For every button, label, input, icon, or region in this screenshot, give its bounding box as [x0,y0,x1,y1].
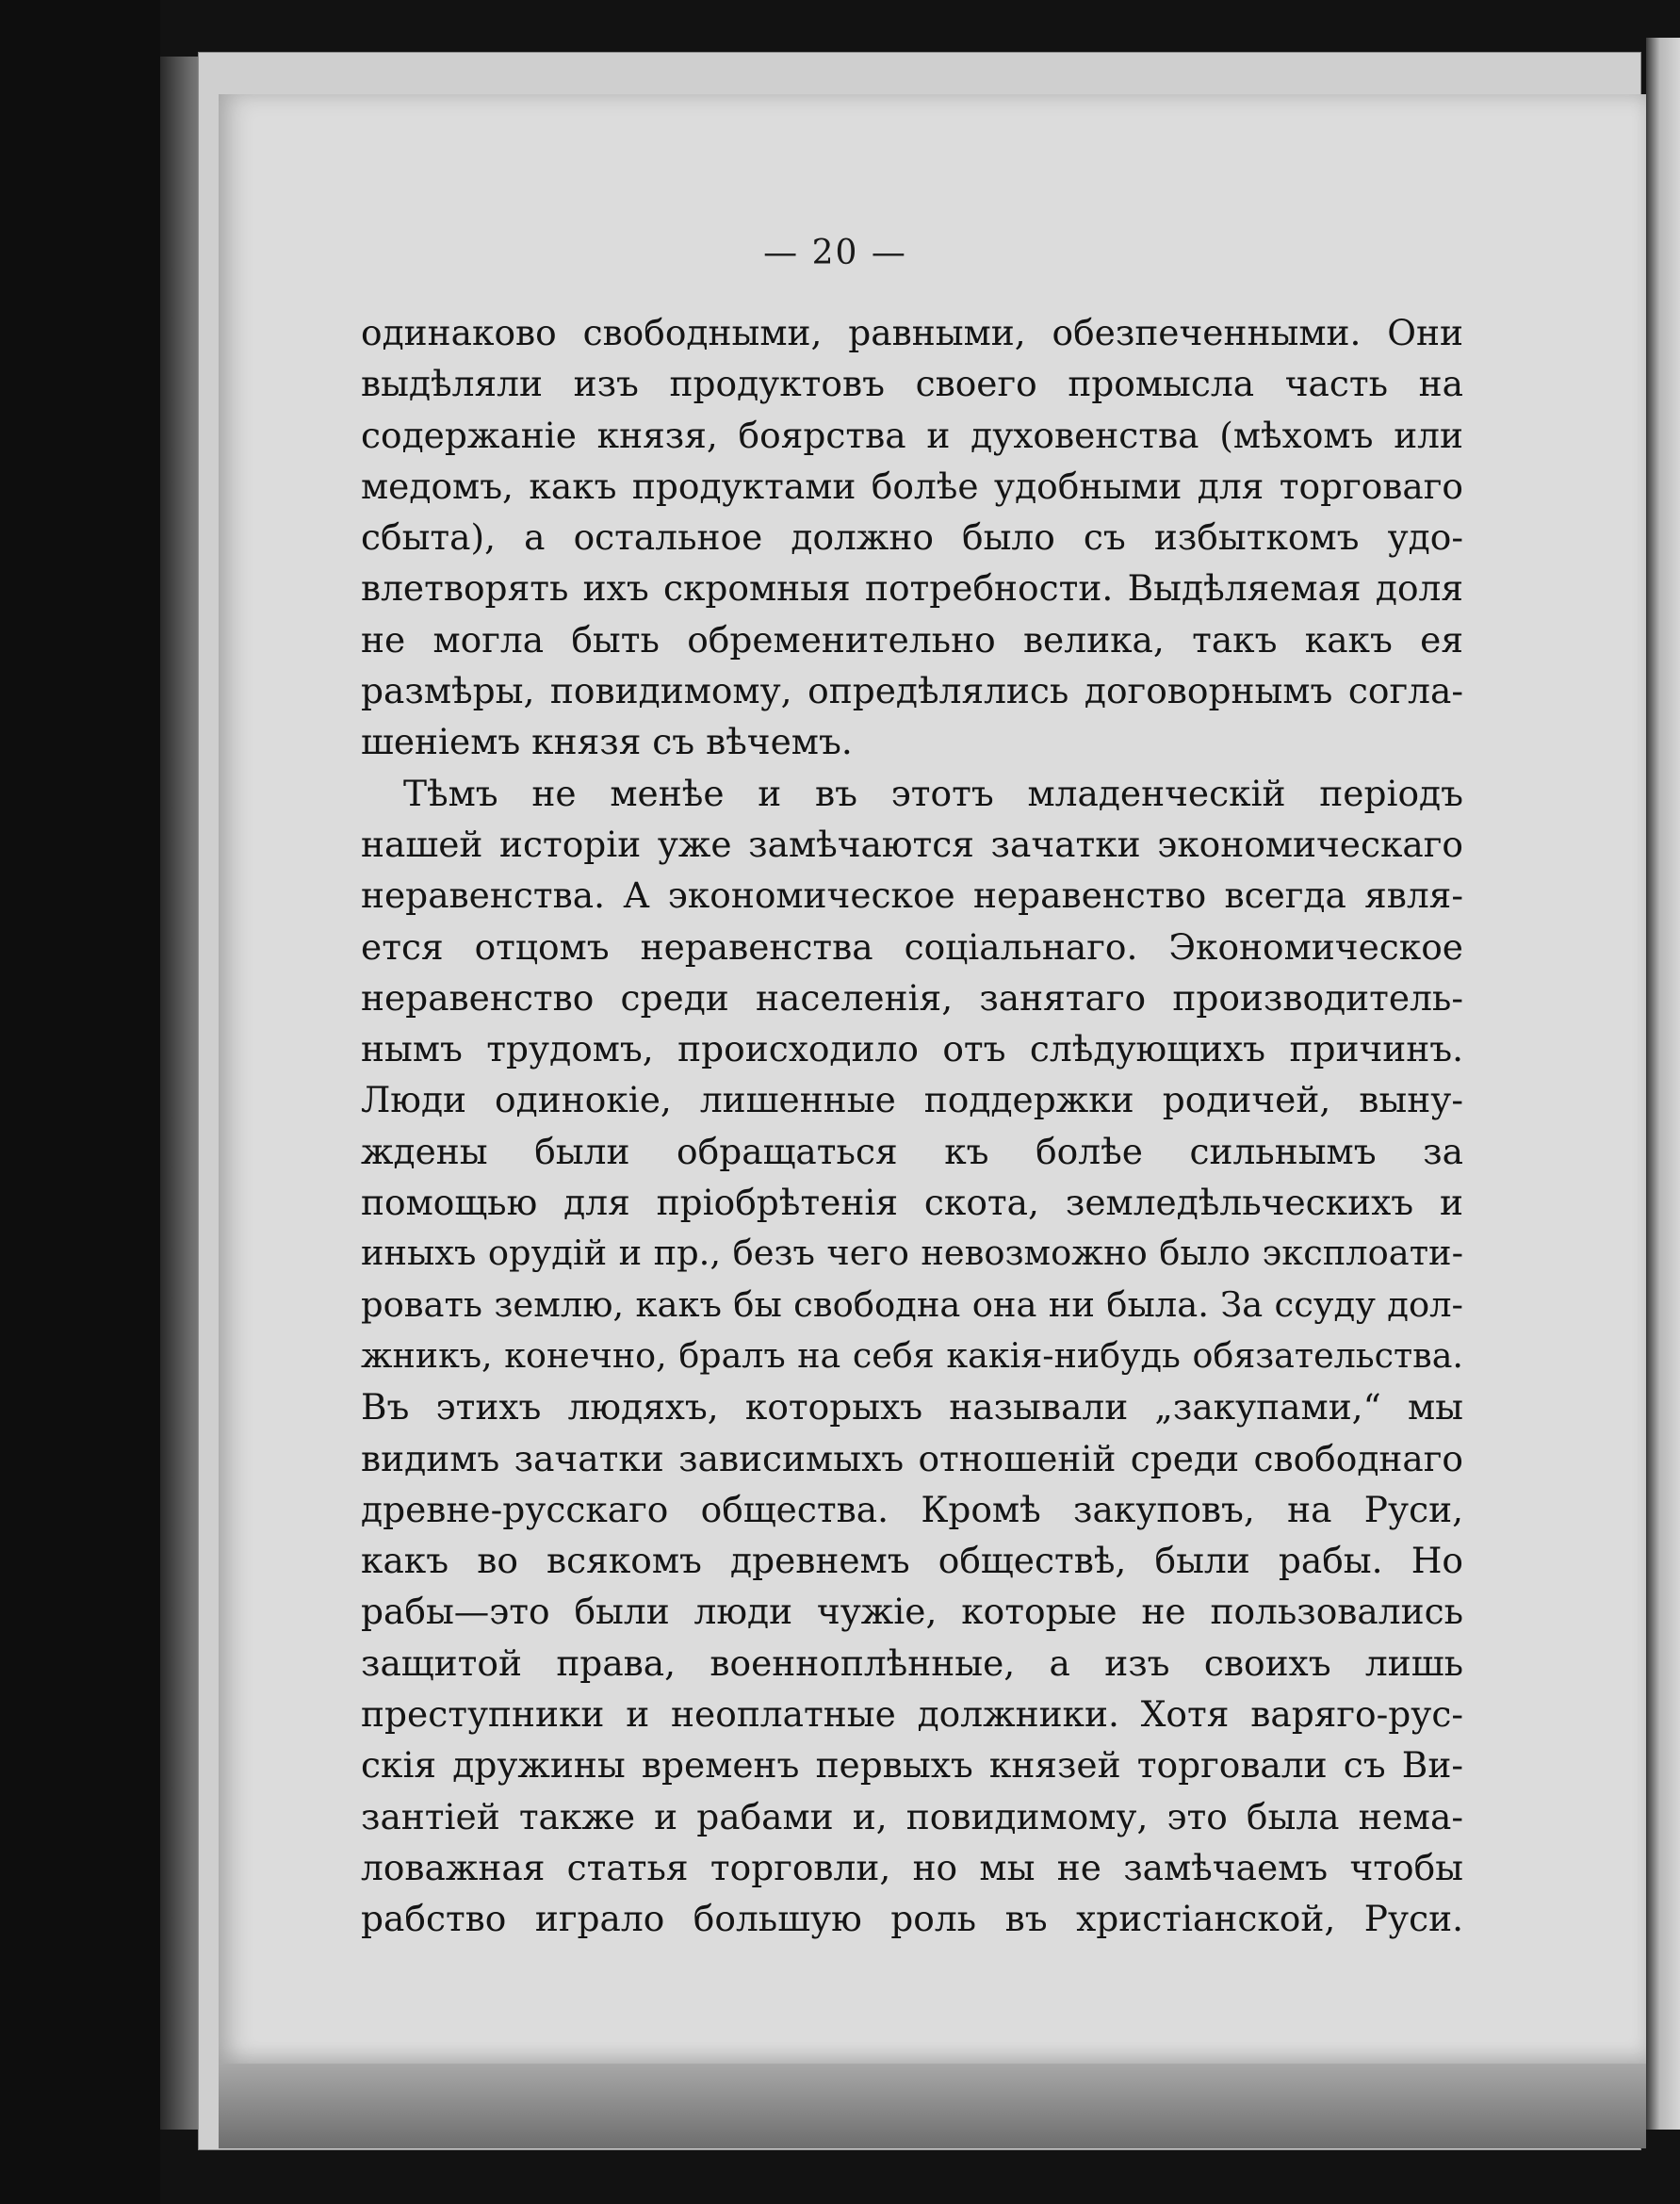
text-line: жникъ, конечно, бралъ на себя какія-нибудь обязательства. [361,1334,1463,1376]
text-line: размѣры, повидимому, опредѣлялись договорнымъ согла- [361,670,1463,712]
text-line: Въ этихъ людяхъ, которыхъ называли „закупами,“ мы [361,1386,1463,1429]
text-line: зантіей также и рабами и, повидимому, это была нема- [361,1795,1463,1837]
text-line: медомъ, какъ продуктами болѣе удобными для торговаго [361,465,1463,507]
text-line: одинаково свободными, равными, обезпеченными. Они [361,312,1463,353]
text-line: Тѣмъ не менѣе и въ этотъ младенческій періодъ [403,772,1463,814]
text-line: сбыта), а остальное должно было съ избыткомъ удо- [361,516,1463,559]
text-line: рабство играло большую роль въ христіанской, Руси. [361,1898,1463,1940]
text-line: нашей исторіи уже замѣчаются зачатки экономическаго [361,823,1463,865]
text-line: нымъ трудомъ, происходило отъ слѣдующихъ причинъ. [361,1028,1463,1070]
text-line: древне-русскаго общества. Кромѣ закуповъ, на Руси, [361,1488,1463,1530]
text-line: помощью для пріобрѣтенія скота, земледѣльческихъ и [361,1182,1463,1224]
text-line: скія дружины временъ первыхъ князей торговали съ Ви- [361,1744,1463,1787]
text-line: рабы—это были люди чужіе, которые не пользовались [361,1591,1463,1633]
page-number: — 20 — [763,234,907,272]
page-bottom-edge [219,2064,1646,2148]
text-line: неравенство среди населенія, занятаго производитель- [361,976,1463,1019]
text-line: какъ во всякомъ древнемъ обществѣ, были рабы. Но [361,1540,1463,1582]
text-line: не могла быть обременительно велика, такъ какъ ея [361,618,1463,661]
text-line: шеніемъ князя съ вѣчемъ. [361,721,853,763]
text-line: ется отцомъ неравенства соціальнаго. Экономическое [361,925,1463,968]
body-text [361,307,1463,1945]
text-line: видимъ зачатки зависимыхъ отношеній среди свободнаго [361,1437,1463,1479]
text-line: Люди одинокіе, лишенные поддержки родичей, выну- [361,1079,1463,1121]
text-line: содержаніе князя, боярства и духовенства (мѣхомъ или [361,414,1463,456]
text-line: выдѣляли изъ продуктовъ своего промысла часть на [361,363,1463,405]
text-line: ждены были обращаться къ болѣе сильнымъ за [361,1130,1463,1172]
text-line: преступники и неоплатные должники. Хотя варяго-рус- [361,1693,1463,1736]
text-line: влетворять ихъ скромныя потребности. Выдѣляемая доля [361,567,1463,610]
text-line: неравенства. А экономическое неравенство всегда явля- [361,874,1463,917]
text-line: ловажная статья торговли, но мы не замѣчаемъ чтобы [361,1846,1463,1888]
text-line: ровать землю, какъ бы свободна она ни была. За ссуду дол- [361,1283,1463,1325]
scanner-background [0,0,160,2204]
text-line: иныхъ орудій и пр., безъ чего невозможно было эксплоати- [361,1233,1463,1274]
text-line: защитой права, военноплѣнные, а изъ своихъ лишь [361,1641,1463,1684]
facing-page-edge [1646,38,1680,2130]
